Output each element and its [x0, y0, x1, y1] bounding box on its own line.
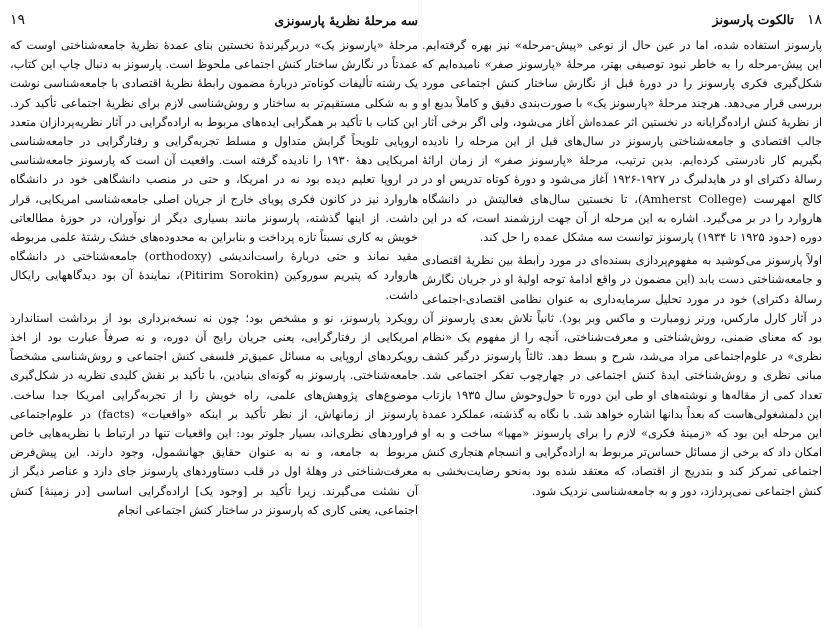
paragraph: مرحلهٔ «پارسونز یک» دربرگیرندهٔ نخستین بنای عمدهٔ نظریهٔ جامعه‌شناختی اوست که عمدتاً در نگارش ساختار کنش اجتماعی ملحوظ است. پارسونز به دنبال چاپ این کتاب، یک رشته تألیفات کوتاه‌تر دربارهٔ مضمون رابطهٔ نظریهٔ اقتصادی با جامعه‌شناسی نوشت و به شکلی مستقیم‌تر به ساختار و روش‌شناسی لازم برای نظریهٔ اجتماعی تأکید کرد. این کتاب با تأکید بر همگرایی ایده‌های مربوط به اراده‌گرایی در آثار نظریه‌پردازان متعدد اروپایی تلویحاً گرایش متداول و مسلط تجربه‌گرایی و رفتارگرایی در جامعه‌شناسی امریکایی دههٔ ۱۹۳۰ را نادیده گرفته است. واقعیت آن است که پارسونز جامعه‌شناسی در اروپا تعلیم دیده بود نه در امریکا، و حتی در منصب دانشگاهی خود در دانشگاه هاروارد نیز در کانون فکری پویای خارج از جریان اصلی جامعه‌شناسی امریکایی، قرار داشت. از اینها گذشته، پارسونز مانند بسیاری دیگر از نوآوران، در حوزهٔ مطالعاتی خویش به کاری نسبتاً تازه پرداخت و بنابراین به محدوده‌های خشک رشتهٔ علمی مربوطه مقید نماند و حتی دربارهٔ راست‌اندیشی (orthodoxy) جامعه‌شناختی در دانشگاه هاروارد که پتیریم سوروکین (Pitirim Sorokin)، نمایندهٔ آن بود دیدگاههایی رایکال داشت.: [10, 38, 418, 302]
running-title: سه مرحلهٔ نظریهٔ پارسونزی: [274, 12, 418, 28]
page-number: ۱۹: [10, 12, 26, 28]
left-page-header: [10, 10, 418, 30]
left-page-body: [10, 36, 418, 524]
left-page: [10, 0, 418, 628]
right-page-header-group: [713, 12, 822, 28]
right-page: [422, 0, 822, 628]
running-title: تالکوت پارسونز: [712, 12, 794, 27]
paragraph: رویکرد پارسونز، نو و مشخص بود؛ چون نه نسخه‌برداری بود از برداشت استاندارد امریکایی از رفتارگرایی، یعنی جریان رایج آن دوره، و نه صرفاً عبارت بود از اخذ رویکردهای اروپایی به مسائل عمیق‌تر فلسفی کنش اجتماعی و روش‌شناسی مشخصاً جامعه‌شناختی. پارسونز به گونه‌ای بنیادین، با تأکید بر نقش کلیدی نظریه در شکل‌گیری موضوع‌های پژوهش‌های علمی، راه خویش را از تجربه‌گرایی امریکا جدا ساخت. پارسونز از زمانهاش، از نظر تأکید بر اینکه «واقعیات» (facts) در علوم‌اجتماعی فراوردهای نظری‌اند، بسیار جلوتر بود: این واقعیات تنها در ارتباط با نظریه‌هایی خاص مربوط به جامعه، و نه به عنوان حقایق جهانشمول، وجود دارند. این پیش‌فرض معرفت‌شناختی در وهلهٔ اول در قلب دستاوردهای پارسونز جای دارد و عناصر دیگر از آن نشئت می‌گیرند. زیرا تأکید بر [وجود یک] اراده‌گرایی اساسی [در زمینهٔ] کنش اجتماعی، یعنی کاری که پارسونز در ساختار کنش اجتماعی انجام: [10, 310, 418, 517]
paragraph: پارسونز استفاده شده، اما در عین حال از نوعی «پیش-مرحله» نیز بهره گرفته‌ایم. این پیش-مرحله را به خاطر نبود توصیفی بهتر، مرحلهٔ «پارسونز صفر» نامیده‌ایم که شکل‌گیری فکری پارسونز را در دورهٔ قبل از نگارش ساختار کنش اجتماعی مورد بررسی قرار می‌دهد. هرچند مرحلهٔ «پارسونز یک» با صورت‌بندی دقیق و کاملاً بدیع او از نظریهٔ کنش اراده‌گرایانه در نخستین اثر عمده‌اش آغاز می‌شود، ولی اگر برخی آثار جالب اقتصادی و جامعه‌شناختی پارسونز در سال‌های قبل از این مرحله را نادیده بگیریم کار نادرستی کرده‌ایم. بدین ترتیب، مرحلهٔ «پارسونز صفر» از زمان ارائهٔ رسالهٔ دکترای او در هایدلبرگ در ۱۹۲۷-۱۹۲۶ آغاز می‌شود و دورهٔ کوتاه تدریس او در کالج امهرست (Amherst College)، تا نخستین سال‌های فعالیتش در دانشگاه هاروارد را در بر می‌گیرد. اشاره به این مرحله از آن جهت ارزشمند است، که در این دوره (حدود ۱۹۲۵ تا ۱۹۳۴) پارسونز توانست سه مشکل عمده را حل کند.: [422, 38, 822, 245]
right-page-header: [422, 10, 822, 30]
page-number: ۱۸: [806, 12, 822, 28]
paragraph: اولاً پارسونز می‌کوشید به مفهوم‌پردازی بسنده‌ای در مورد رابطهٔ بین نظریهٔ اقتصادی و جامعه‌شناختی دست یابد (این مضمون در واقع ادامهٔ توجه اولیهٔ او در جریان نگارش رسالهٔ دکترای) خود در مورد تحلیل سرمایه‌داری به عنوان نظامی اقتصادی-اجتماعی در آثار کارل مارکس، ورنر زومبارت و ماکس وبر بود). ثانیاً تلاش بعدی پارسونز آن بود که معنای ضمنی، روش‌شناختی و معرفت‌شناختی، آنچه را از مفهوم یک «نظام نظری» در علوم‌اجتماعی مراد می‌شد، شرح و بسط دهد. ثالثاً پارسونز درگیر کشف مبانی نظری و روش‌شناختی ایدهٔ کنش اجتماعی در چهارچوب تفکر اجتماعی شد. تعداد کمی از مقاله‌ها و نوشته‌های او طی این دوره تا حول‌وحوش سال ۱۹۳۵ بازتاب این دلمشغولی‌هاست که بعداً بدانها اشاره خواهد شد. با نگاه به گذشته، عملکرد عمدهٔ این مرحله این بود که «زمینهٔ فکری» لازم را برای پارسونز «مهیا» ساخت و به او امکان داد که برخی از مسائل حساس‌تر مربوط به اراده‌گرایی و انسجام هنجاری کنش اجتماعی تمرکز کند و بتدریج از اقتصاد، که معتقد شده بود به‌نحو رضایت‌بخشی به کنش اجتماعی نمی‌پردازد، دور و به جامعه‌شناسی نزدیک شود.: [422, 253, 822, 498]
right-page-body: [422, 36, 822, 505]
